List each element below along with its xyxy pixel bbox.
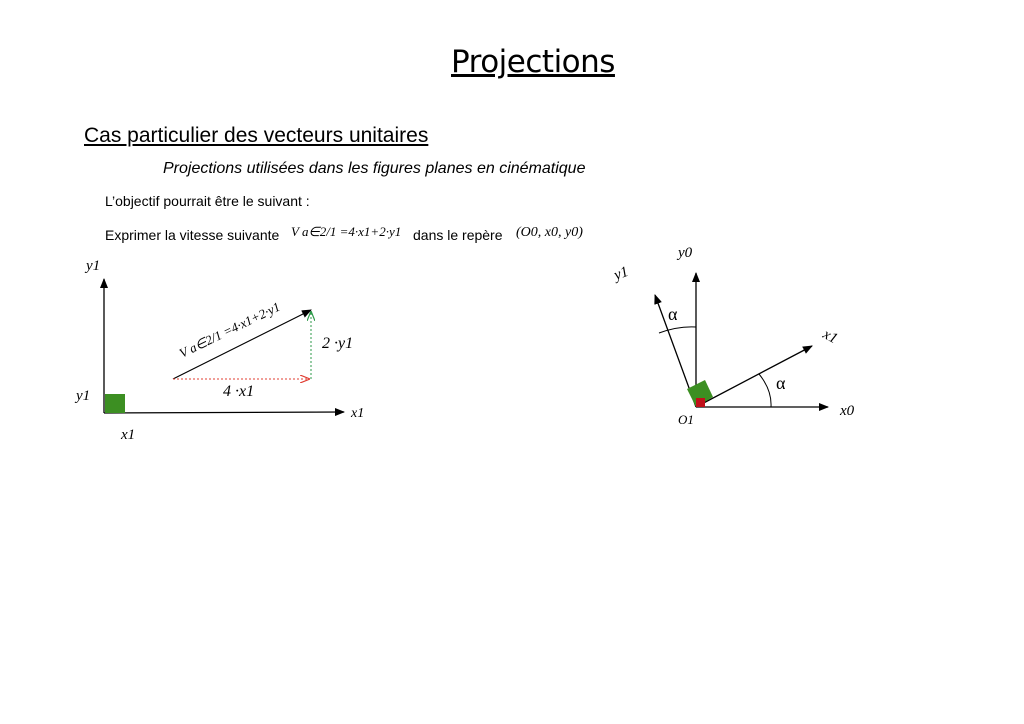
x1-label: x1 — [820, 326, 841, 348]
angle-top-label: α — [668, 304, 678, 324]
paragraph-express-prefix: Exprimer la vitesse suivante — [105, 227, 280, 243]
x0-label: x0 — [840, 403, 855, 419]
axis-x1-label: x1 — [351, 406, 365, 421]
y1-label: y1 — [611, 263, 631, 284]
frame-notation: (O0, x0, y0) — [516, 225, 583, 240]
paragraph-objective: L’objectif pourrait être le suivant : — [105, 193, 310, 209]
velocity-formula: V a∈2/1 =4·x1+2·y1 — [291, 224, 402, 239]
angle-arc-bottom — [759, 374, 771, 407]
y0-label: y0 — [678, 245, 693, 261]
origin-dot — [696, 398, 705, 407]
x-component-label: 4 ·x1 — [223, 383, 255, 400]
origin-label: O1 — [678, 412, 694, 427]
axis-y1-label: y1 — [86, 258, 101, 274]
y-component-label: 2 ·y1 — [322, 335, 354, 352]
axis-x1-rotated — [696, 346, 812, 407]
angle-arc-top — [659, 327, 696, 333]
unit-x1-label: x1 — [121, 427, 136, 443]
page-title: Projections — [451, 44, 615, 80]
paragraph-express-middle: dans le repère — [413, 227, 503, 243]
subtitle: Projections utilisées dans les figures planes en cinématique — [163, 160, 586, 177]
unit-y1-label: y1 — [76, 388, 91, 404]
vector-label: V a∈2/1 =4·x1+2·y1 — [176, 298, 283, 361]
section-heading: Cas particulier des vecteurs unitaires — [84, 124, 429, 147]
angle-bottom-label: α — [776, 373, 786, 393]
